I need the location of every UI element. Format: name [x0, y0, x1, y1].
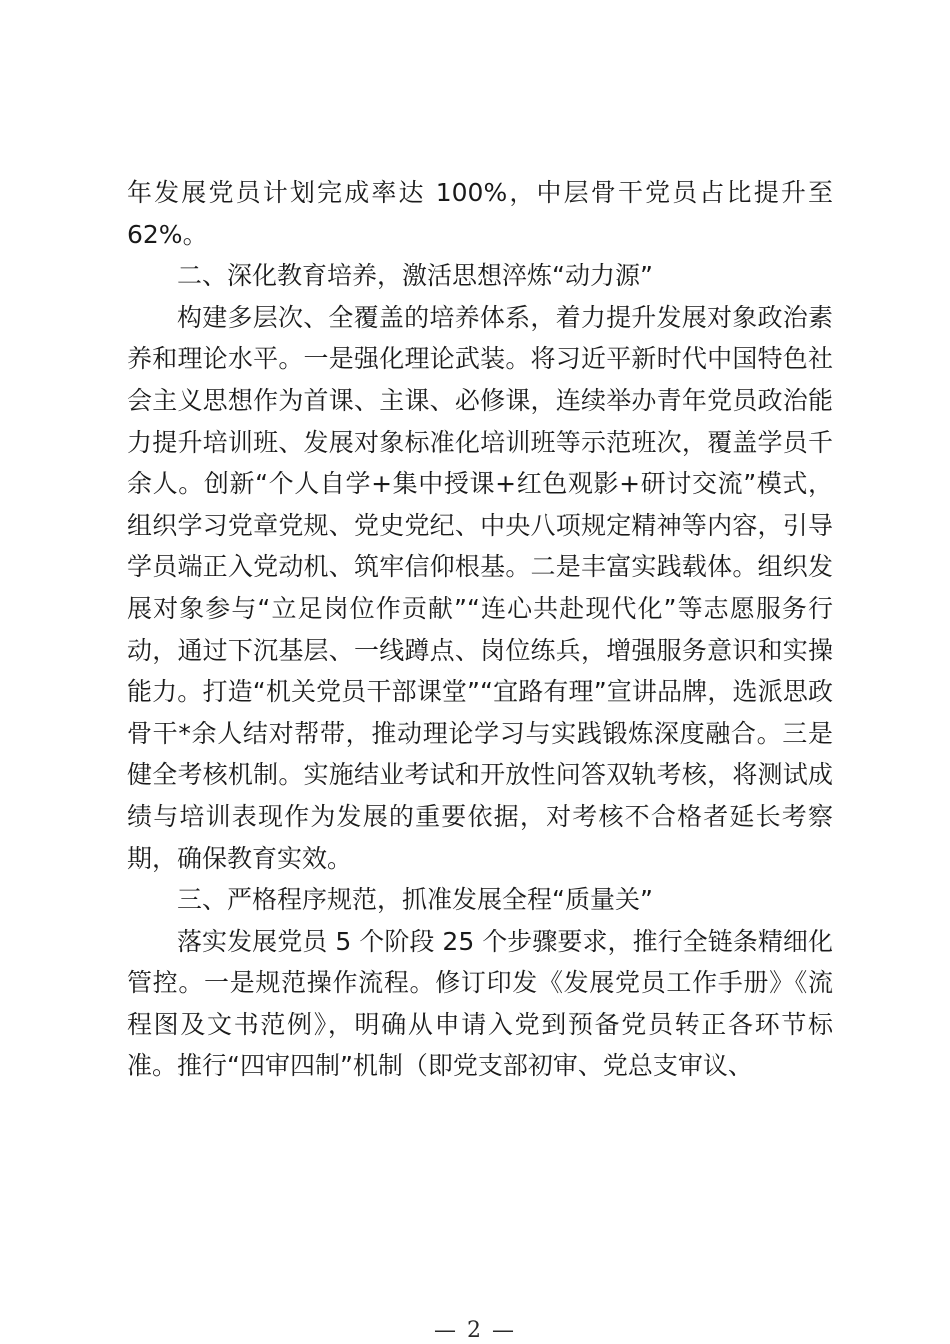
- document-body: [127, 172, 833, 1087]
- paragraph-procedure-standards: 落实发展党员 5 个阶段 25 个步骤要求，推行全链条精细化管控。一是规范操作流程。修订印发《发展党员工作手册》《流程图及文书范例》，明确从申请入党到预备党员转正各环节标准。推行“四审四制”机制（即党支部初审、党总支审议、: [127, 926, 833, 1081]
- paragraph-continuation: 年发展党员计划完成率达 100%，中层骨干党员占比提升至 62%。: [127, 178, 833, 249]
- page-number: — 2 —: [434, 1318, 516, 1343]
- section-heading-2: 二、深化教育培养，激活思想淬炼“动力源”: [177, 261, 653, 291]
- section-heading-3: 三、严格程序规范，抓准发展全程“质量关”: [177, 885, 653, 915]
- paragraph-education-training: 构建多层次、全覆盖的培养体系，着力提升发展对象政治素养和理论水平。一是强化理论武装。将习近平新时代中国特色社会主义思想作为首课、主课、必修课，连续举办青年党员政治能力提升培训班、发展对象标准化培训班等示范班次，覆盖学员千余人。创新“个人自学+集中授课+红色观影+研讨交流”模式，组织学习党章党规、党史党纪、中央八项规定精神等内容，引导学员端正入党动机、筑牢信仰根基。二是丰富实践载体。组织发展对象参与“立足岗位作贡献”“连心共赴现代化”等志愿服务行动，通过下沉基层、一线蹲点、岗位练兵，增强服务意识和实操能力。打造“机关党员干部课堂”“宜路有理”宣讲品牌，选派思政骨干*余人结对帮带，推动理论学习与实践锻炼深度融合。三是健全考核机制。实施结业考试和开放性问答双轨考核，将测试成绩与培训表现作为发展的重要依据，对考核不合格者延长考察期，确保教育实效。: [127, 302, 833, 873]
